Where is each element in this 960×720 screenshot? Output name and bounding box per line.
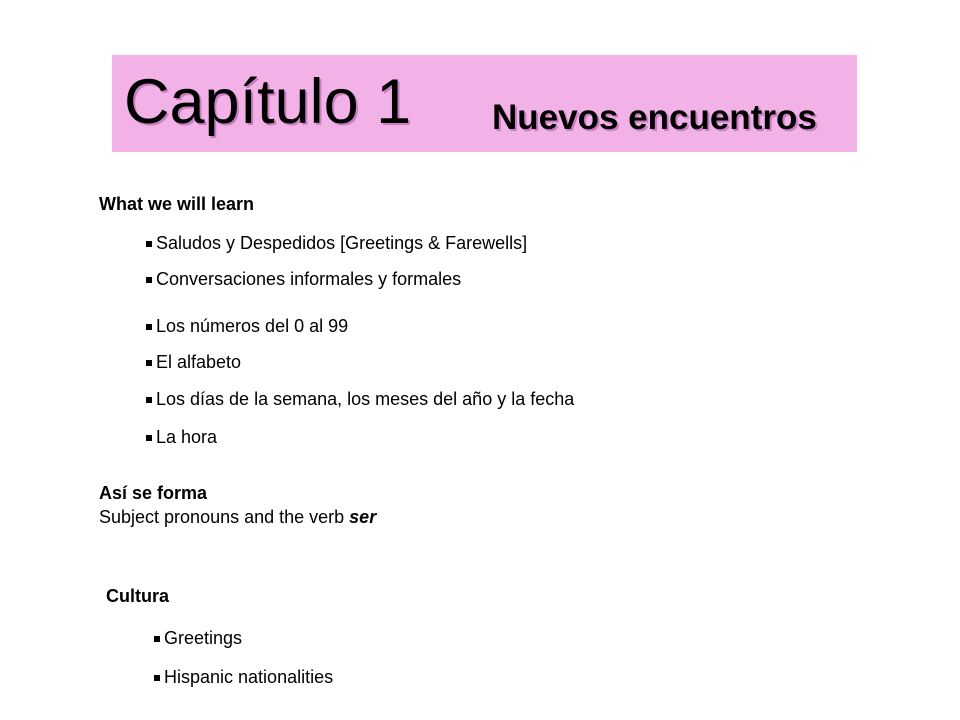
chapter-subtitle: Nuevos encuentros [492, 98, 817, 137]
learn-item-text: Conversaciones informales y formales [156, 269, 462, 289]
grammar-heading: Así se forma [99, 483, 208, 503]
learn-list-item [146, 388, 574, 410]
square-bullet-icon [154, 636, 160, 642]
culture-item-text: Greetings [164, 628, 243, 648]
learn-list-item [146, 268, 461, 290]
square-bullet-icon [146, 435, 152, 441]
grammar-text: Subject pronouns and the verb [99, 507, 350, 527]
grammar-emphasis: ser [349, 507, 377, 527]
learn-item-text: El alfabeto [156, 352, 242, 372]
culture-item-text: Hispanic nationalities [164, 667, 334, 687]
title-banner [112, 55, 857, 152]
learn-list-item [146, 426, 217, 448]
learn-item-text: Saludos y Despedidos [Greetings & Farewells] [156, 233, 528, 253]
learn-list-item [146, 315, 348, 337]
culture-list-item [154, 627, 242, 649]
square-bullet-icon [146, 241, 152, 247]
learn-item-text: La hora [156, 427, 218, 447]
square-bullet-icon [146, 324, 152, 330]
learn-item-text: Los números del 0 al 99 [156, 316, 349, 336]
grammar-description [99, 506, 376, 528]
square-bullet-icon [146, 397, 152, 403]
chapter-title: Capítulo 1 [124, 67, 412, 137]
learn-item-text: Los días de la semana, los meses del año y la fecha [156, 389, 575, 409]
learn-list-item [146, 232, 527, 254]
learn-list-item [146, 351, 241, 373]
learn-heading: What we will learn [99, 194, 255, 214]
culture-heading: Cultura [106, 586, 169, 606]
square-bullet-icon [146, 277, 152, 283]
culture-list-item [154, 666, 333, 688]
square-bullet-icon [154, 675, 160, 681]
square-bullet-icon [146, 360, 152, 366]
